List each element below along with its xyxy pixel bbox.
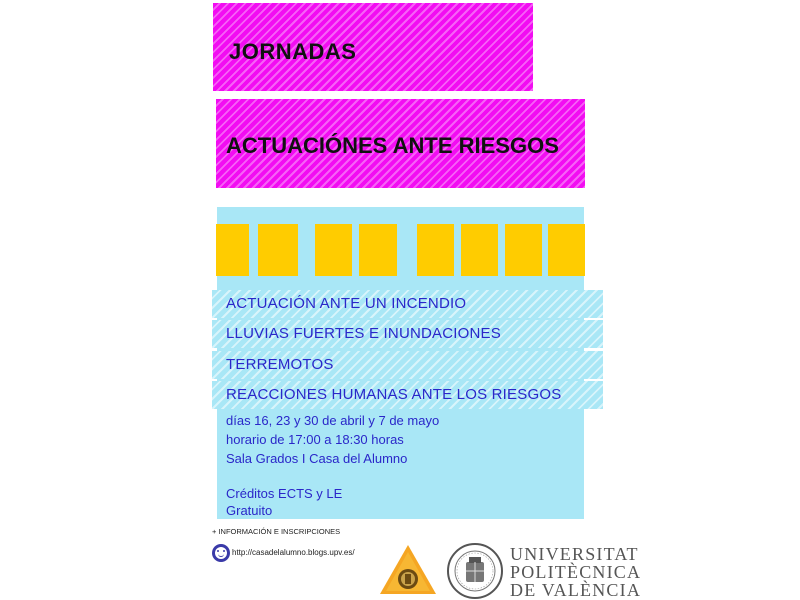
topic-row bbox=[212, 290, 603, 318]
dates-text: días 16, 23 y 30 de abril y 7 de mayo bbox=[226, 413, 440, 428]
smiley-icon bbox=[212, 544, 230, 562]
yellow-block bbox=[417, 224, 454, 276]
title-banner-actuaciones bbox=[216, 99, 585, 188]
title-banner-jornadas bbox=[213, 3, 533, 91]
yellow-block bbox=[258, 224, 298, 276]
yellow-block bbox=[548, 224, 585, 276]
university-line: DE VALÈNCIA bbox=[510, 580, 642, 600]
university-line: POLITÈCNICA bbox=[510, 562, 642, 582]
topic-row bbox=[212, 320, 603, 348]
topic-label: TERREMOTOS bbox=[226, 356, 334, 373]
yellow-block bbox=[216, 224, 249, 276]
topic-row bbox=[212, 351, 603, 379]
more-info-text: + INFORMACIÓN E INSCRIPCIONES bbox=[212, 527, 341, 536]
yellow-block bbox=[315, 224, 352, 276]
title-actuaciones: ACTUACIÓNES ANTE RIESGOS bbox=[226, 133, 559, 158]
yellow-block bbox=[505, 224, 542, 276]
blog-link[interactable]: http://casadelalumno.blogs.upv.es/ bbox=[232, 548, 355, 557]
topic-label: REACCIONES HUMANAS ANTE LOS RIESGOS bbox=[226, 386, 562, 403]
university-name bbox=[510, 545, 641, 599]
yellow-block bbox=[461, 224, 498, 276]
university-seal-logo bbox=[447, 543, 503, 599]
title-jornadas: JORNADAS bbox=[229, 39, 357, 64]
topic-label: LLUVIAS FUERTES E INUNDACIONES bbox=[226, 325, 501, 342]
topic-row bbox=[212, 381, 603, 409]
yellow-block bbox=[359, 224, 397, 276]
warning-triangle-logo bbox=[378, 543, 438, 596]
credits-text: Créditos ECTS y LE bbox=[226, 486, 343, 501]
university-line: UNIVERSITAT bbox=[510, 544, 639, 564]
topic-label: ACTUACIÓN ANTE UN INCENDIO bbox=[226, 295, 467, 312]
price-text: Gratuito bbox=[226, 503, 273, 518]
schedule-text: horario de 17:00 a 18:30 horas bbox=[226, 432, 404, 447]
venue-text: Sala Grados I Casa del Alumno bbox=[226, 451, 408, 466]
